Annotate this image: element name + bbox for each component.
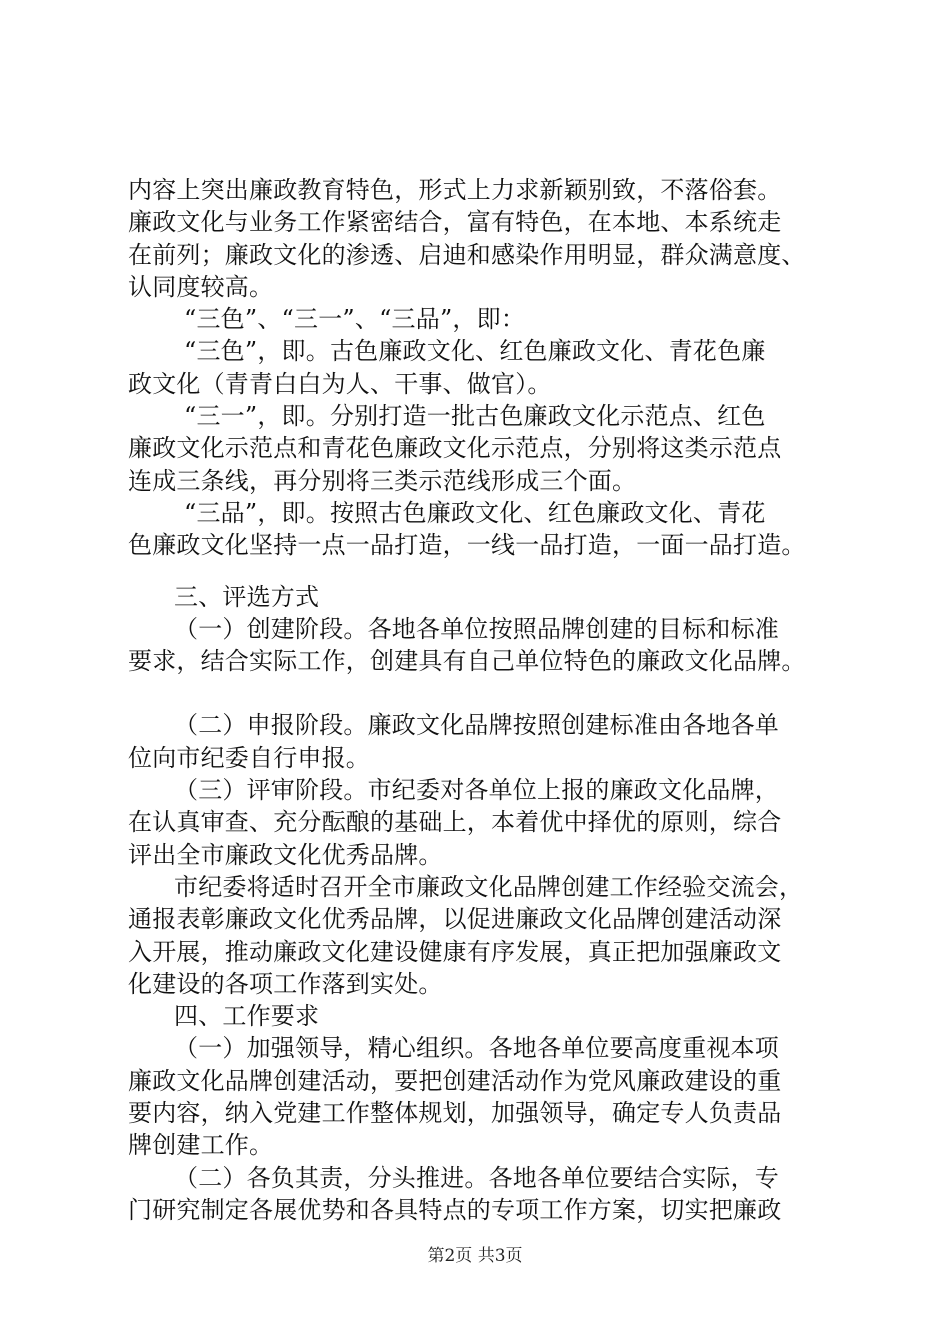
paragraph-line: 连成三条线，再分别将三类示范线形成三个面。: [128, 466, 637, 495]
paragraph-line: 入开展，推动廉政文化建设健康有序发展，真正把加强廉政文: [128, 937, 782, 966]
paragraph-line: （一）加强领导，精心组织。各地各单位要高度重视本项: [174, 1034, 779, 1063]
paragraph-line: 内容上突出廉政教育特色，形式上力求新颖别致，不落俗套。: [128, 176, 782, 204]
paragraph-line: 要内容，纳入党建工作整体规划，加强领导，确定专人负责品: [128, 1099, 782, 1128]
paragraph-line: “三色”、“三一”、“三品”，即：: [184, 305, 526, 334]
section-heading: 三、评选方式: [174, 582, 320, 611]
paragraph-line: （一）创建阶段。各地各单位按照品牌创建的目标和标准: [174, 614, 779, 643]
paragraph-line: 认同度较高。: [128, 272, 274, 301]
paragraph-line: （二）申报阶段。廉政文化品牌按照创建标准由各地各单: [174, 711, 779, 740]
paragraph-line: 评出全市廉政文化优秀品牌。: [128, 840, 443, 869]
paragraph-line: 政文化（青青白白为人、干事、做官）。: [128, 369, 552, 398]
paragraph-line: 在认真审查、充分酝酿的基础上，本着优中择优的原则，综合: [128, 808, 782, 837]
paragraph-line: 在前列；廉政文化的渗透、启迪和感染作用明显，群众满意度、: [128, 240, 806, 269]
section-heading: 四、工作要求: [174, 1002, 320, 1031]
paragraph-line: 门研究制定各展优势和各具特点的专项工作方案，切实把廉政: [128, 1195, 782, 1224]
paragraph-line: （二）各负其责，分头推进。各地各单位要结合实际，专: [174, 1163, 779, 1192]
paragraph-line: “三一”，即。分别打造一批古色廉政文化示范点、红色: [184, 402, 766, 431]
paragraph-line: 市纪委将适时召开全市廉政文化品牌创建工作经验交流会，: [174, 872, 804, 901]
spacer: [128, 562, 840, 581]
paragraph-line: 色廉政文化坚持一点一品打造，一线一品打造，一面一品打造。: [128, 531, 806, 560]
paragraph-line: 通报表彰廉政文化优秀品牌，以促进廉政文化品牌创建活动深: [128, 905, 782, 934]
paragraph-line: 廉政文化与业务工作紧密结合，富有特色，在本地、本系统走: [128, 208, 782, 237]
spacer: [128, 677, 840, 709]
paragraph-line: 廉政文化示范点和青花色廉政文化示范点，分别将这类示范点: [128, 434, 782, 463]
paragraph-line: 要求，结合实际工作，创建具有自己单位特色的廉政文化品牌。: [128, 647, 806, 676]
paragraph-line: 位向市纪委自行申报。: [128, 743, 370, 772]
paragraph-line: 牌创建工作。: [128, 1131, 274, 1160]
page-number: 第2页 共3页: [427, 1246, 523, 1266]
paragraph-line: 廉政文化品牌创建活动，要把创建活动作为党风廉政建设的重: [128, 1066, 782, 1095]
paragraph-line: “三品”，即。按照古色廉政文化、红色廉政文化、青花: [184, 498, 766, 527]
document-body: [128, 174, 840, 1226]
paragraph-line: 化建设的各项工作落到实处。: [128, 969, 443, 998]
paragraph-line: （三）评审阶段。市纪委对各单位上报的廉政文化品牌，: [174, 776, 779, 805]
paragraph-line: “三色”，即。古色廉政文化、红色廉政文化、青花色廉: [184, 337, 766, 366]
